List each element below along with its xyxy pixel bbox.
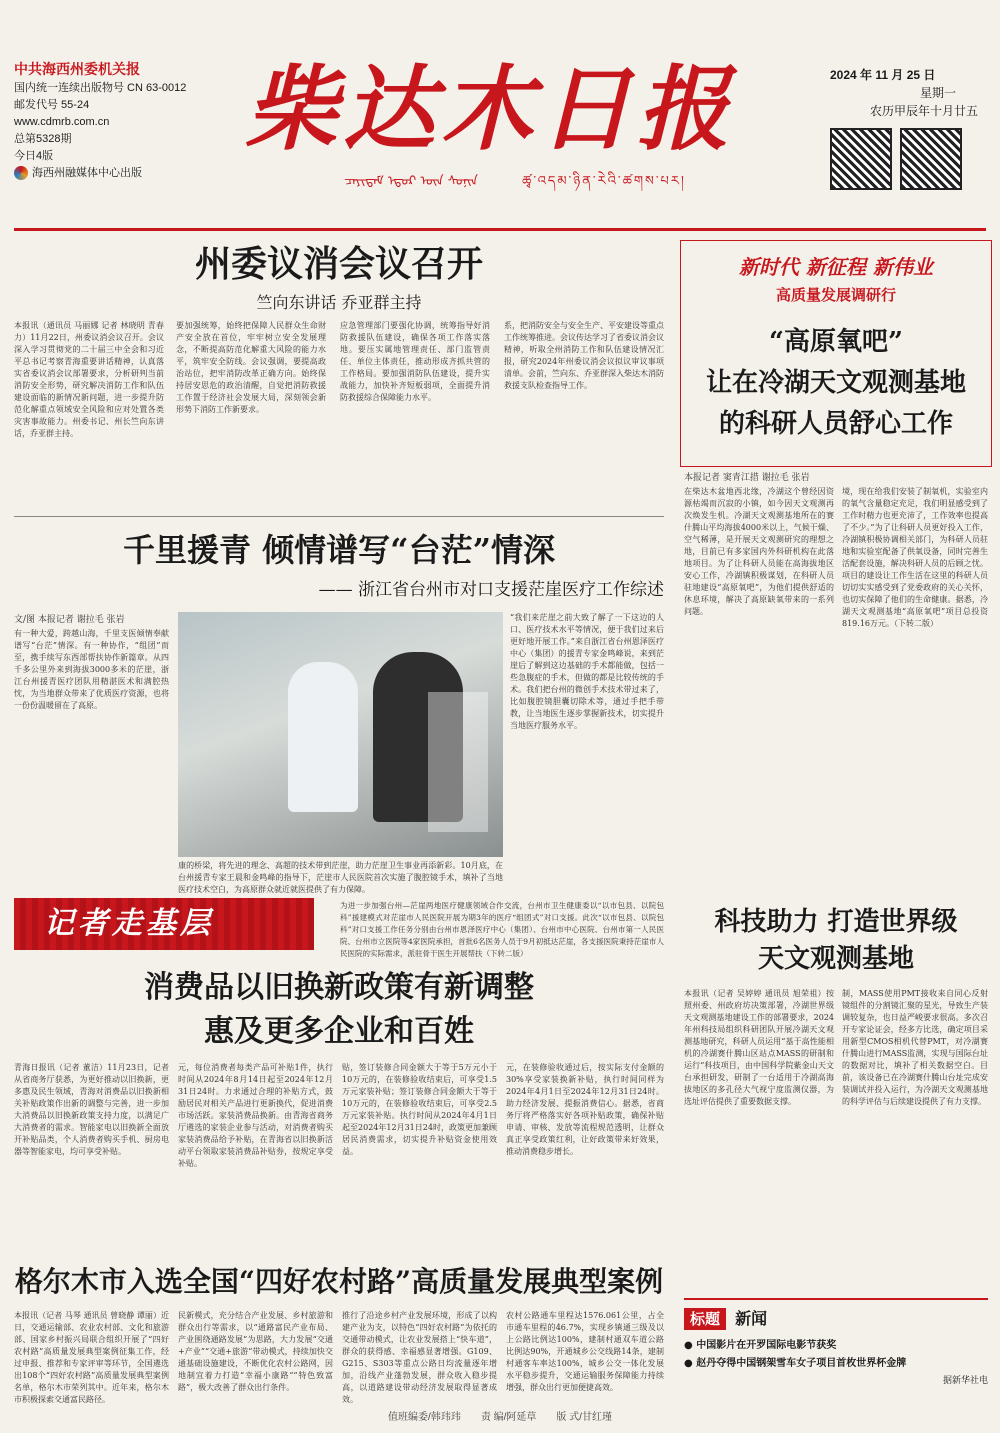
story3-col4: 元，在装修验收通过后，按实际支付金额的30%享受家装换新补贴，执行时间同样为2024年4月1日至2024年12月31日24时。助力经济发展、提振消费信心。据悉，省商务厅将严格落实好各项补贴政策，确保补贴申请、审核、发放等流程规范透明，让群众真正享受政策红利，让好政策带来好效果，推动消费稳步增长。 (506, 1063, 664, 1156)
sidebar1-col1: 在柴达木盆地西北缘，冷湖这个曾经因资源枯竭而沉寂的小镇，如今因天文观测再次焕发生机。冷湖天文观测基地所在的赛什腾山平均海拔4000米以上，气候干燥、空气稀薄，是开展天文观测研究的理想之地，目前已有多家国内外科研机构在此落地项目。为了让科研人员能在高海拔地区安心工作，冷湖镇积极谋划，在科研人员驻地建设“高原氧吧”，为他们提供舒适的休息环境，解决了高原缺氧带来的一系列问题。 (684, 487, 834, 616)
story2-col3: 为进一步加强台州—茫崖两地医疗健康领域合作交流，台州市卫生健康委以“以市包县、以院包科”援建模式对茫崖市人民医院开展为期3年的医疗“组团式”对口支援。此次“以市包县、以院包科”对口支援工作任务分别由台州市恩泽医疗中心（集团）、台州市中心医院、台州市第一人民医院、台州市立医院等4家医院承担，首批6名医务人员于9月初抵达茫崖，各支援医院秉持茫崖市人民医院的实际需求，派驻骨干医生开展帮扶（下转二版） (340, 901, 664, 958)
sidebar2-headline2[interactable]: 天文观测基地 (757, 944, 914, 974)
publisher-label: 海西州融媒体中心出版 (32, 167, 142, 179)
qr-codes (830, 128, 990, 195)
sidebar2-headline1[interactable]: 科技助力 打造世界级 (714, 907, 958, 937)
masthead-subtitle (300, 166, 730, 203)
brief-tag: 标题 (684, 1308, 726, 1330)
story3-col2: 元，每位消费者每类产品可补贴1件，执行时间从2024年8月14日起至2024年12月31日24时。力求通过合理的补贴方式，鼓励居民对相关产品进行更新换代，促进消费市场活跃。家装消费品换新。由青海省商务厅遴选的家装企业参与活动，对消费者购买家装消费品给予补贴，在青海省以旧换新活动平台领取家装消费品补贴券，按规定享受补贴。 (178, 1063, 333, 1168)
story1-col3: 应急管理部门要强化协调，统筹指导好消防救援队伍建设，确保各项工作落实落地。要压实属地管理责任、部门监管责任、单位主体责任，推动形成齐抓共管的工作格局。要加强消防队伍建设，提升实战能力，加快补齐短板弱项，全面提升消防救援综合保障能力水平。 (340, 321, 490, 402)
story3-col1: 青海日报讯（记者 董洁）11月23日，记者从省商务厅获悉，为更好推动以旧换新，更多惠及民生领域，青海对消费品以旧换新相关补贴政策作出新的调整与完善，进一步加大消费品以旧换新政策支持力度，以满足广大消费者的需求。智能家电以旧换新全面放开补贴品类，个人消费者购买手机、厨房电器等智能家电，均可享受补贴。 (14, 1063, 169, 1156)
issue-date: 2024 年 11 月 25 日 (830, 68, 936, 82)
sidebar1-col2: 境，现在给我们安装了制氧机，实验室内的氧气含量稳定充足，我们明显感受到了工作时精力也更充沛了，工作效率也提高了不少。”为了让科研人员更好投入工作，冷湖镇积极协调相关部门，为科研人员驻地和实验室配备了供氧设备，同时完善生活配套设施，解决科研人员的后顾之忧。项目的建设让工作生活在这里的科研人员切切实实感受到了党委政府的关心关怀，也切实保障了他们的生命健康。据悉，冷湖天文观测基地“高原氧吧”项目总投资819.16万元。（下转二版） (842, 487, 988, 628)
sidebar1-box (680, 240, 992, 467)
story2-col2: “我们来茫崖之前大致了解了一下这边的人口、医疗技术水平等情况，便于我们过来后更好地开展工作。”来自浙江省台州恩泽医疗中心（集团）的援青专家金鸣峰说，来到茫崖后了解到这边基础的手术都能做，包括一些急腹症的手术，但做的都是比较传统的手术。我们把台州的微创手术技术带过来了，比如腹腔镜胆囊切除术等，通过手把手带教，让当地医生逐步掌握新技术，切实提升当地医疗服务水平。 (510, 613, 664, 730)
story1-col2: 要加强统筹，始终把保障人民群众生命财产安全放在首位，牢牢树立安全发展理念，不断提高防范化解重大风险的能力水平，筑牢安全防线。会议强调，要提高政治站位，把牢消防改革正确方向。始终保持居安思危的政治清醒，自觉把消防救援工作置于经济社会发展大局，深刻领会新形势下消防工作新要求。 (176, 321, 326, 414)
doctor-figure (288, 662, 358, 812)
story2-headline[interactable]: 千里援青 倾情谱写“台茫”情深 (123, 531, 555, 569)
mongolian-title: ᠴᠠᠶᠢᠳᠠᠮ ᠡᠳᠦᠷ ᠦᠨ ᠰᠣᠨᠢᠨ (344, 174, 478, 189)
story4-col1: 本报讯（记者 马琴 通讯员 曾晓静 谭丽）近日，交通运输部、农业农村部、文化和旅游部、国家乡村振兴局联合组织开展了“四好农村路”高质量发展典型案例征集工作，经过申报、推荐和专家评审等环节，全国遴选出108个“四好农村路”高质量发展典型案例名单，格尔木市荣列其中。近年来，格尔木市积极探索交通富民路径。 (14, 1311, 169, 1404)
reporter-banner (14, 898, 314, 950)
cn-number: 国内统一连续出版物号 CN 63-0012 (14, 82, 187, 94)
masthead-left (14, 60, 219, 182)
story3-headline2[interactable]: 惠及更多企业和百姓 (204, 1014, 474, 1049)
sidebar1-headline3[interactable]: 的科研人员舒心工作 (718, 409, 953, 439)
qr-code-icon[interactable] (900, 128, 962, 190)
newspaper-title: 柴达木日报 (244, 55, 735, 163)
brief-item[interactable]: ● 中国影片在开罗国际电影节获奖 (684, 1340, 837, 1351)
story4-headline[interactable]: 格尔木市入选全国“四好农村路”高质量发展典型案例 (14, 1265, 664, 1298)
website-url[interactable]: www.cdmrb.com.cn (14, 116, 110, 128)
brief-title: 新闻 (735, 1309, 768, 1328)
issue-number: 总第5328期 (14, 133, 72, 145)
story3-col3: 贴，签订装修合同金额大于等于5万元小于10万元的，在装修验收结束后，可享受1.5万元家装补贴；签订装修合同金额大于等于10万元的，在装修验收结束后，可享受2.5万元家装补贴。执行时间从2024年4月1日起至2024年12月31日24时，政策更加兼顾居民消费需求，切实提升补贴资金使用效益。 (342, 1063, 497, 1156)
brief-item[interactable]: ● 赵丹夺得中国钢架雪车女子项目首枚世界杯金牌 (684, 1358, 907, 1369)
sidebar1-kicker: 新时代 新征程 新伟业 (739, 255, 933, 279)
story2-byline: 文/图 本报记者 谢拉毛 张岩 (14, 615, 125, 625)
tibetan-title: ཚྭ་འདམ་ཉིན་རེའི་ཚགས་པར། (522, 174, 686, 189)
sidebar2-col2: 制，MASS使用PMT接收来自同心反射镜组件的分割镜汇聚的星光，导致生产装调较复杂，也日益严峻要求很高。多次召开专家论证会，经多方比选，确定项目采用新型CMOS相机代替PMT，对冷湖赛什腾山进行MASS监测，实现与国际台址的数据对比，填补了相关数据空白。目前，该设备已在冷湖赛什腾山台址完成安装调试并投入运行，为冷湖天文观测基地的科学评估与后续建设提供了有力支撑。 (842, 989, 988, 1106)
page-footer: 值班编委/韩玮玮 责 编/阿延草 版 式/甘红瑾 (388, 1412, 612, 1423)
sidebar1-headline2[interactable]: 让在冷湖天文观测基地 (705, 368, 966, 398)
masthead-rule (14, 228, 986, 231)
story4-col3: 推行了沿途乡村产业发展环境，形成了以构建产业为支，以特色“四好农村路”为依托的交通带动模式，让农业发展搭上“快车道”，群众的获得感、幸福感显著增强。G109、G215、S303等重点公路日均流量逐年增加，沿线产业蓬勃发展，群众收入稳步提高，以道路建设带动经济发展取得显著成效。 (342, 1311, 497, 1404)
sidebar2-col1: 本报讯（记者 吴婷婷 通讯员 旭荣祖）按照州委、州政府坊决策部署，冷湖世界级天文观测基地建设工作的部署要求，2024年州科技局组织科研团队开展冷湖天文观测基地研究，科研人员运用“基于高性能相机的冷湖赛什腾山区站点MASS的研制和运行”科技项目，由中国科学院紫金山天文台承担研发，研制了一台适用于冷湖高海拔地区的多孔径大气视宁度监测仪器，为选址评估提供了重要数据支撑。 (684, 989, 834, 1106)
story2-subhead: —— 浙江省台州市对口支援茫崖医疗工作综述 (318, 580, 664, 600)
brief-source: 据新华社电 (942, 1376, 988, 1386)
divider (14, 516, 664, 517)
story1-col4: 系，把消防安全与安全生产、平安建设等重点工作统筹推进。会议传达学习了省委议消会议精神，听取全州消防工作和队伍建设情况汇报，研究2024年州委议消会议拟议审议事项清单。会前，竺向东、乔亚群深入柴达木消防救援支队检查指导工作。 (504, 321, 664, 390)
story2-col1: 有一种大爱，跨越山海，千里支医倾情奉献谱写“台茫”情深。有一种协作，“组团”而至，携手续写东西部帮扶协作新篇章。从四千多公里外来到海拔3000多米的茫崖，浙江台州援青医疗团队用精湛医术和满腔热忱，为当地群众带来了优质医疗资源，也将一份份温暖留在了高原。 (14, 629, 169, 710)
brief-news-box (684, 1298, 988, 1400)
banner-text: 记者走基层 (44, 906, 214, 941)
story4-col2: 民新模式，充分结合产业发展、乡村旅游和群众出行等需求，以“通路富民产业布局、产业围绕通路发展”为思路，大力发展“交通+产业”“交通+旅游”带动模式，持续加快交通基础设施建设，不断优化农村公路网，因地制宜着力打造“幸福小康路”“特色致富路”，极大改善了群众出行条件。 (178, 1311, 333, 1392)
publisher (14, 165, 219, 182)
post-code: 邮发代号 55-24 (14, 99, 90, 111)
qr-code-icon[interactable] (830, 128, 892, 190)
publisher-logo-icon (14, 166, 28, 180)
story1-subhead: 竺向东讲话 乔亚群主持 (256, 293, 422, 312)
newspaper-org: 中共海西州委机关报 (14, 62, 140, 78)
masthead-title (230, 52, 750, 167)
story1-headline[interactable]: 州委议消会议召开 (194, 243, 483, 285)
doctor-patient-photo[interactable] (178, 612, 503, 857)
page-count: 今日4版 (14, 150, 54, 162)
lunar-date: 农历甲辰年十月廿五 (870, 104, 979, 118)
story2-photo-caption: 康的桥梁，将先进的理念、高超的技术带到茫崖，助力茫崖卫生事业再添新彩。10月底，在台州援青专家王晨和金鸣峰的指导下，茫崖市人民医院首次实施了腹腔镜手术，填补了当地医疗技术空白，为高原群众就近就医提供了有力保障。 (178, 861, 503, 894)
sidebar1-byline: 本报记者 窦青江措 谢拉毛 张岩 (684, 473, 810, 483)
cabinet-figure (428, 692, 488, 832)
masthead-right (830, 66, 990, 195)
story3-headline1[interactable]: 消费品以旧换新政策有新调整 (144, 970, 534, 1005)
weekday: 星期一 (920, 86, 957, 100)
sidebar1-kicker2: 高质量发展调研行 (775, 286, 896, 304)
sidebar1-headline1[interactable]: “高原氧吧” (769, 327, 903, 357)
story4-col4: 农村公路通车里程达1576.061公里，占全市通车里程的46.7%，实现乡镇通三级及以上公路比例达100%，建制村通双车道公路比例达90%，开通城乡公交线路14条，建制村通客车率达100%，城乡公交一体化发展水平稳步提升，交通运输服务保障能力持续增强，群众出行更加便捷高效。 (506, 1311, 664, 1392)
story1-col1: 本报讯（通讯员 马丽娜 记者 林晓明 青春力）11月22日，州委议消会议召开。会议深入学习贯彻党的二十届三中全会和习近平总书记考察青海重要讲话精神，认真落实省委议消会议部署要求，分析研判当前消防安全形势，研究解决消防工作和队伍建设面临的新情况新问题，进一步提升防范化解重点领域安全风险和应对处置各类灾害事故能力。州委书记、州长竺向东讲话，乔亚群主持。 (14, 321, 164, 438)
